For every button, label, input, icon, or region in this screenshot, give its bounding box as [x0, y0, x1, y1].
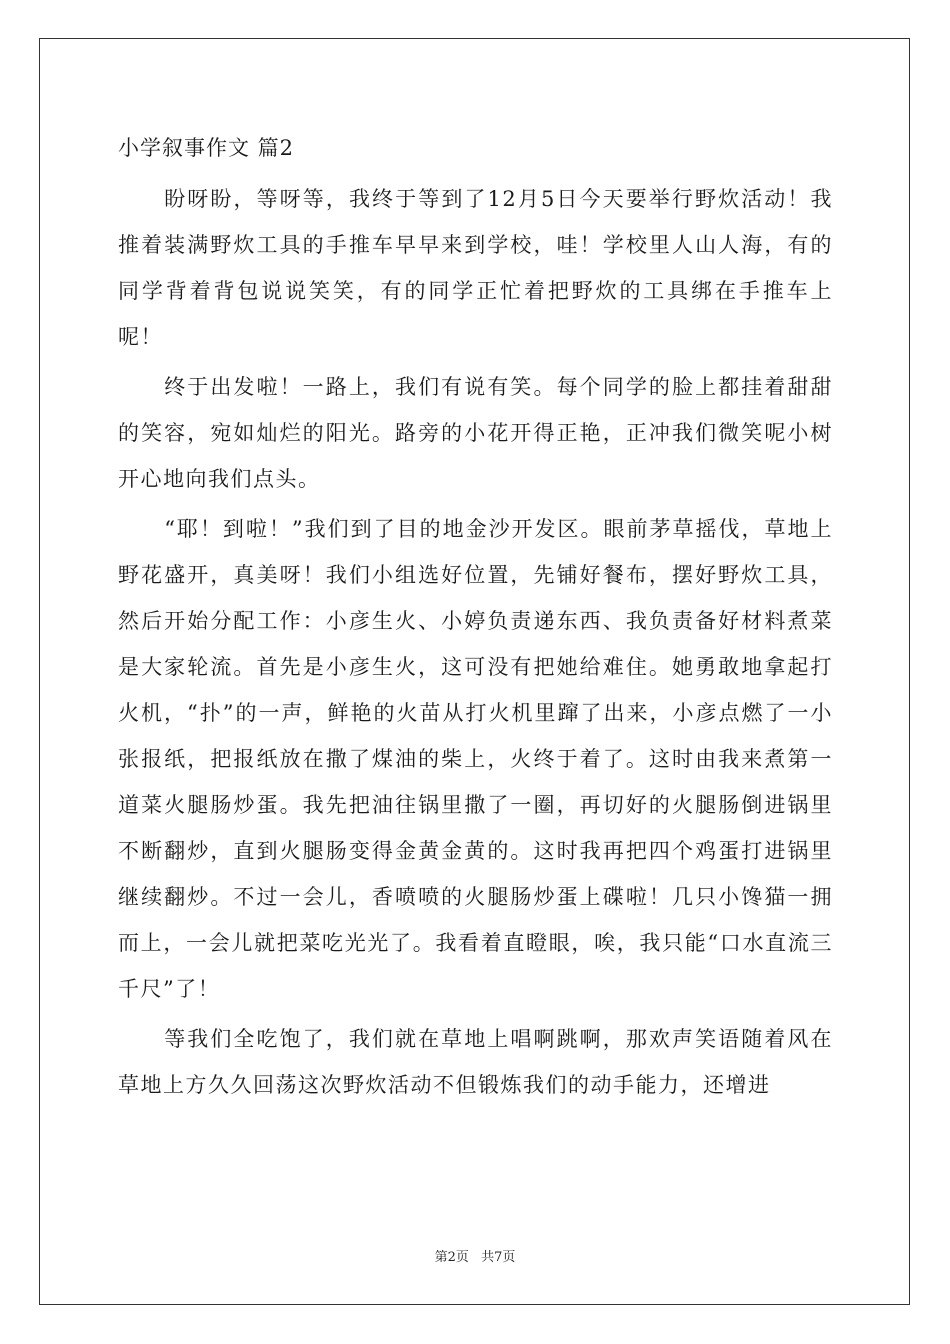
page-footer [0, 1246, 950, 1265]
page-total: 共7页 [481, 1250, 516, 1265]
paragraph-1: 盼呀盼，等呀等，我终于等到了12月5日今天要举行野炊活动！我推着装满野炊工具的手推车早早来到学校，哇！学校里人山人海，有的同学背着背包说说笑笑，有的同学正忙着把野炊的工具绑在手推车上呢！ [118, 187, 833, 349]
paragraph-2: 终于出发啦！一路上，我们有说有笑。每个同学的脸上都挂着甜甜的笑容，宛如灿烂的阳光。路旁的小花开得正艳，正冲我们微笑呢小树开心地向我们点头。 [118, 375, 833, 491]
page-number: 第2页 [434, 1250, 469, 1265]
document-title: 小学叙事作文 篇2 [118, 136, 295, 160]
document-body [118, 128, 833, 1112]
paragraph-4: 等我们全吃饱了，我们就在草地上唱啊跳啊，那欢声笑语随着风在草地上方久久回荡这次野炊活动不但锻炼我们的动手能力，还增进 [118, 1027, 833, 1097]
paragraph-3: “耶！到啦！”我们到了目的地金沙开发区。眼前茅草摇伐，草地上野花盛开，真美呀！我们小组选好位置，先铺好餐布，摆好野炊工具，然后开始分配工作：小彦生火、小婷负责递东西、我负责备好材料煮菜是大家轮流。首先是小彦生火，这可没有把她给难住。她勇敢地拿起打火机，“扑”的一声，鲜艳的火苗从打火机里蹿了出来，小彦点燃了一小张报纸，把报纸放在撒了煤油的柴上，火终于着了。这时由我来煮第一道菜火腿肠炒蛋。我先把油往锅里撒了一圈，再切好的火腿肠倒进锅里不断翻炒，直到火腿肠变得金黄金黄的。这时我再把四个鸡蛋打进锅里继续翻炒。不过一会儿，香喷喷的火腿肠炒蛋上碟啦！几只小馋猫一拥而上，一会儿就把菜吃光光了。我看着直瞪眼，唉，我只能“口水直流三千尺”了！ [118, 517, 833, 1001]
